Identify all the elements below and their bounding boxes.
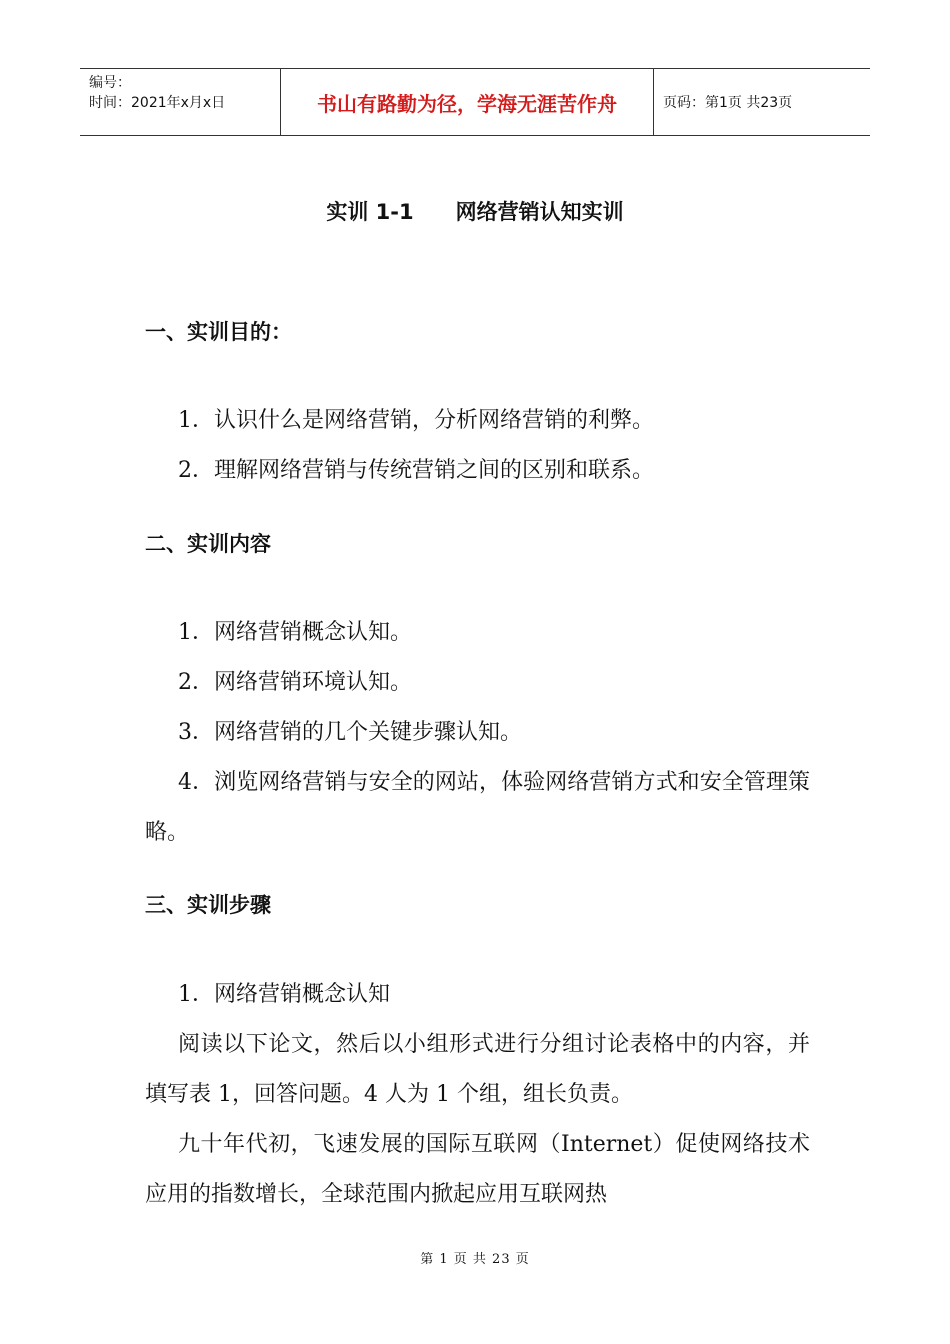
header-info-cell (80, 69, 281, 135)
page-footer: 第 1 页 共 23 页 (420, 1252, 530, 1267)
list-item: 1．网络营销概念认知。 (178, 620, 412, 645)
document-number-label: 编号： (89, 75, 131, 91)
list-item: 2．网络营销环境认知。 (178, 670, 412, 695)
section-heading-steps: 三、实训步骤 (145, 893, 271, 917)
list-item: 1．网络营销概念认知 (178, 982, 390, 1007)
title-code: 实训 1-1 (326, 200, 414, 224)
header-motto: 书山有路勤为径，学海无涯苦作舟 (281, 69, 654, 135)
body-paragraph: 九十年代初，飞速发展的国际互联网（Internet）促使网络技术应用的指数增长，全球范围内掀起应用互联网热 (145, 1132, 810, 1207)
header-page-info: 页码：第1页 共23页 (663, 95, 793, 111)
list-item: 4．浏览网络营销与安全的网站，体验网络营销方式和安全管理策略。 (145, 770, 810, 845)
document-title (0, 196, 950, 226)
list-item: 3．网络营销的几个关键步骤认知。 (178, 720, 522, 745)
section-heading-content: 二、实训内容 (145, 532, 271, 556)
title-text: 网络营销认知实训 (455, 200, 624, 224)
body-paragraph: 阅读以下论文，然后以小组形式进行分组讨论表格中的内容，并填写表 1，回答问题。4 人为 1 个组，组长负责。 (145, 1032, 810, 1107)
list-item: 2．理解网络营销与传统营销之间的区别和联系。 (178, 458, 654, 483)
header-table (80, 68, 870, 136)
section-heading-purpose: 一、实训目的： (145, 320, 292, 344)
list-item: 1．认识什么是网络营销，分析网络营销的利弊。 (178, 408, 654, 433)
document-time-label: 时间：2021年x月x日 (89, 95, 226, 111)
